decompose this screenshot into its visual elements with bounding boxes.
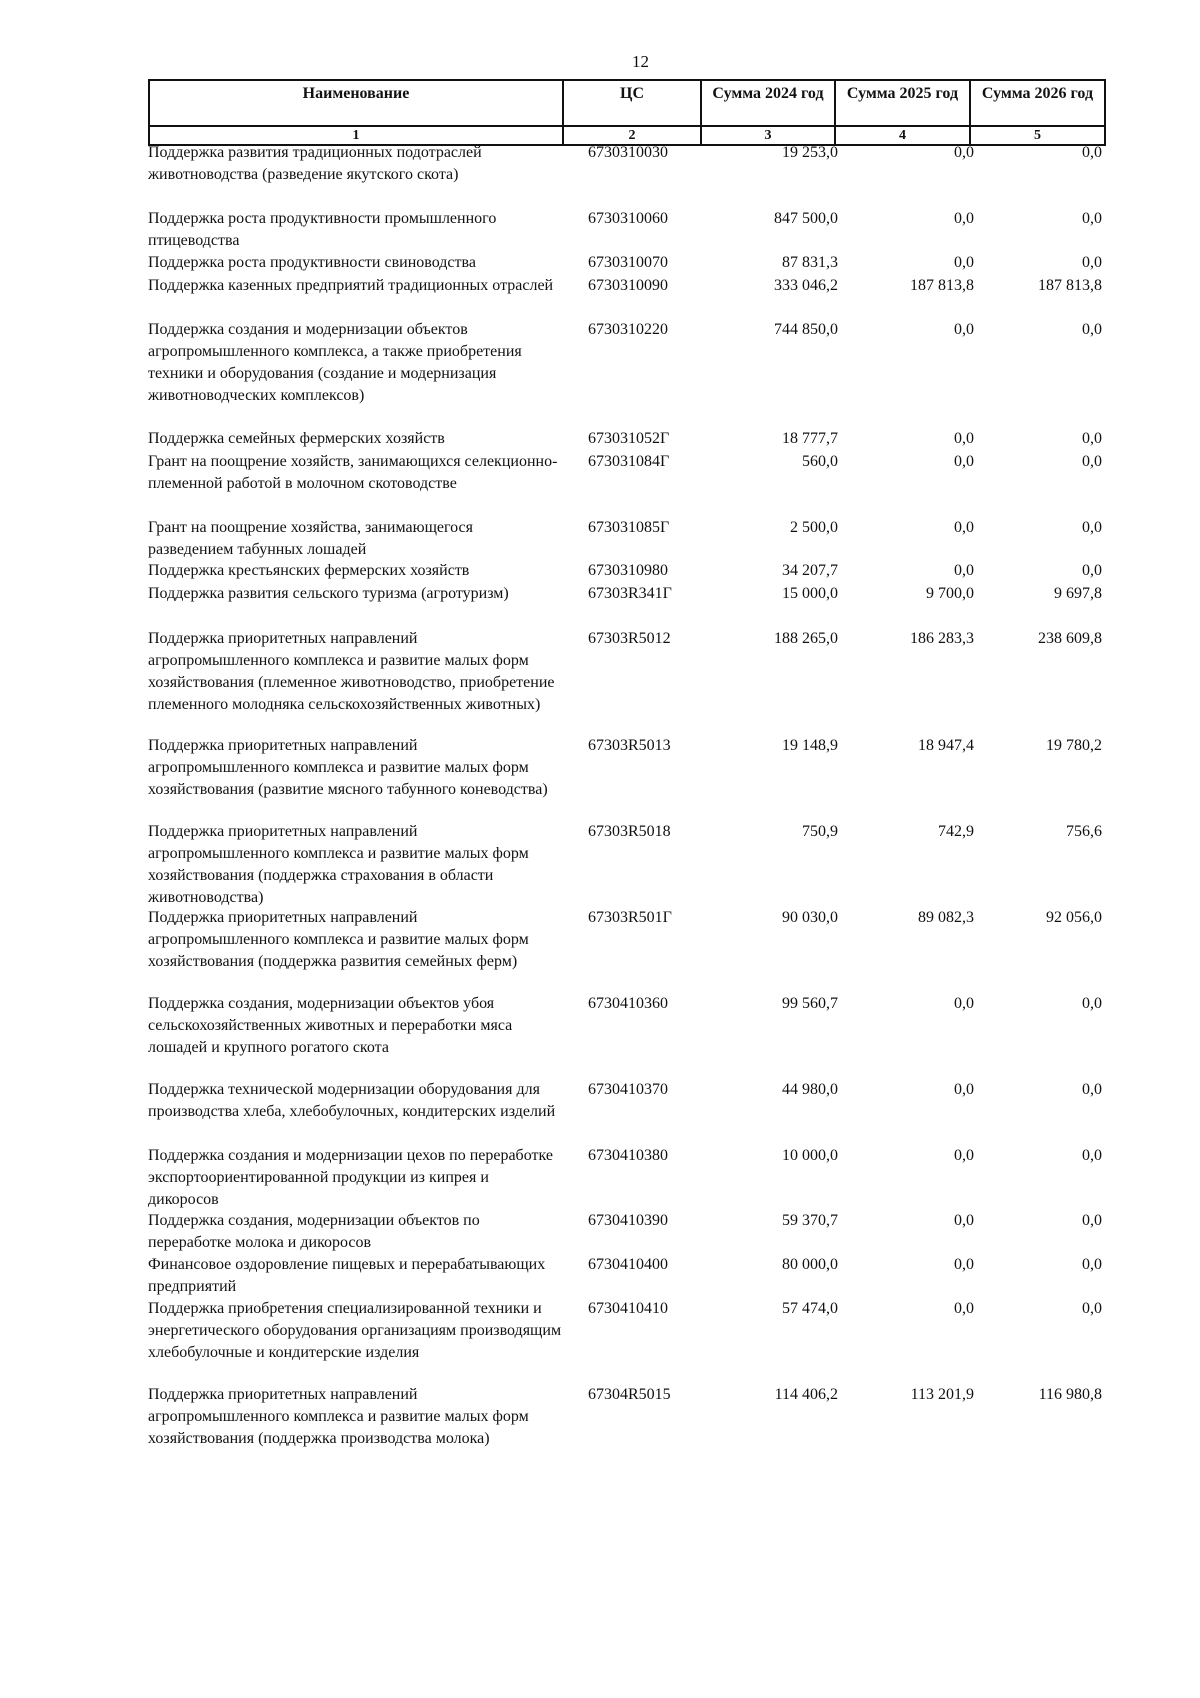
cell-name: Поддержка создания, модернизации объектов по переработке молока и дикоросов xyxy=(148,1212,480,1251)
cell-2024: 744 850,0 xyxy=(774,321,838,338)
cell-2024: 333 046,2 xyxy=(774,277,838,294)
cell-2025: 0,0 xyxy=(954,453,974,470)
cell-code: 673031084Г xyxy=(588,453,670,470)
cell-code: 6730410390 xyxy=(588,1212,668,1229)
cell-2025: 0,0 xyxy=(954,562,974,579)
cell-2025: 742,9 xyxy=(938,823,974,840)
cell-code: 67303R5013 xyxy=(588,737,671,754)
column-number-2: 2 xyxy=(563,126,701,145)
cell-2026: 9 697,8 xyxy=(1054,585,1102,602)
cell-name: Поддержка приоритетных направлений агропромышленного комплекса и развитие малых форм хозяйствования (поддержка страхования в области животноводства) xyxy=(148,823,529,906)
column-number-3: 3 xyxy=(701,126,835,145)
cell-name: Поддержка приобретения специализированной техники и энергетического оборудования организациям производящим хлебобулочные и кондитерские изделия xyxy=(148,1300,562,1361)
cell-name: Поддержка создания и модернизации цехов по переработке экспортоориентированной продукции из кипрея и дикоросов xyxy=(148,1147,553,1208)
cell-2026: 0,0 xyxy=(1082,430,1102,447)
cell-2024: 18 777,7 xyxy=(782,430,838,447)
cell-code: 67304R5015 xyxy=(588,1386,671,1403)
cell-2024: 90 030,0 xyxy=(782,909,838,926)
cell-code: 6730310090 xyxy=(588,277,668,294)
cell-2026: 0,0 xyxy=(1082,995,1102,1012)
cell-name: Поддержка развития сельского туризма (агротуризм) xyxy=(148,585,509,602)
cell-2024: 57 474,0 xyxy=(782,1300,838,1317)
cell-code: 673031085Г xyxy=(588,519,670,536)
cell-2025: 0,0 xyxy=(954,1081,974,1098)
cell-2026: 0,0 xyxy=(1082,1212,1102,1229)
cell-2025: 0,0 xyxy=(954,210,974,227)
cell-2024: 750,9 xyxy=(802,823,838,840)
cell-name: Грант на поощрение хозяйств, занимающихся селекционно-племенной работой в молочном скотоводстве xyxy=(148,453,558,492)
cell-2024: 10 000,0 xyxy=(782,1147,838,1164)
cell-2025: 0,0 xyxy=(954,321,974,338)
cell-2024: 19 148,9 xyxy=(782,737,838,754)
cell-2026: 116 980,8 xyxy=(1038,1386,1102,1403)
cell-2025: 113 201,9 xyxy=(910,1386,974,1403)
cell-2026: 187 813,8 xyxy=(1038,277,1102,294)
cell-2026: 756,6 xyxy=(1066,823,1102,840)
cell-code: 6730310070 xyxy=(588,254,668,271)
cell-code: 6730410360 xyxy=(588,995,668,1012)
cell-name: Поддержка приоритетных направлений агропромышленного комплекса и развитие малых форм хозяйствования (поддержка производства молока) xyxy=(148,1386,529,1447)
header-name: Наименование xyxy=(149,80,563,126)
cell-2025: 0,0 xyxy=(954,1212,974,1229)
cell-2024: 87 831,3 xyxy=(782,254,838,271)
cell-name: Поддержка семейных фермерских хозяйств xyxy=(148,430,445,447)
cell-2026: 0,0 xyxy=(1082,210,1102,227)
cell-2026: 238 609,8 xyxy=(1038,630,1102,647)
cell-2025: 0,0 xyxy=(954,995,974,1012)
cell-2026: 0,0 xyxy=(1082,321,1102,338)
cell-code: 6730410380 xyxy=(588,1147,668,1164)
cell-code: 6730410410 xyxy=(588,1300,668,1317)
cell-2025: 187 813,8 xyxy=(910,277,974,294)
cell-2025: 9 700,0 xyxy=(926,585,974,602)
cell-2024: 2 500,0 xyxy=(790,519,838,536)
cell-2024: 15 000,0 xyxy=(782,585,838,602)
cell-2026: 0,0 xyxy=(1082,1081,1102,1098)
cell-2026: 92 056,0 xyxy=(1046,909,1102,926)
cell-2025: 0,0 xyxy=(954,254,974,271)
cell-2025: 89 082,3 xyxy=(918,909,974,926)
cell-code: 6730310030 xyxy=(588,144,668,161)
cell-name: Поддержка крестьянских фермерских хозяйств xyxy=(148,562,470,579)
cell-code: 673031052Г xyxy=(588,430,670,447)
column-number-5: 5 xyxy=(970,126,1105,145)
cell-code: 6730410400 xyxy=(588,1256,668,1273)
cell-code: 6730310980 xyxy=(588,562,668,579)
header-2025: Сумма 2025 год xyxy=(835,80,970,126)
cell-2026: 0,0 xyxy=(1082,1256,1102,1273)
cell-name: Поддержка приоритетных направлений агропромышленного комплекса и развитие малых форм хозяйствования (племенное животноводство, приобретение племенного молодняка сельскохозяйственных животных) xyxy=(148,630,555,713)
column-number-1: 1 xyxy=(149,126,563,145)
cell-name: Финансовое оздоровление пищевых и перерабатывающих предприятий xyxy=(148,1256,546,1295)
cell-2026: 0,0 xyxy=(1082,254,1102,271)
cell-2024: 847 500,0 xyxy=(774,210,838,227)
cell-name: Поддержка развития традиционных подотраслей животноводства (разведение якутского скота) xyxy=(148,144,482,183)
cell-2026: 0,0 xyxy=(1082,562,1102,579)
cell-name: Поддержка технической модернизации оборудования для производства хлеба, хлебобулочных, кондитерских изделий xyxy=(148,1081,556,1120)
cell-code: 6730410370 xyxy=(588,1081,668,1098)
cell-2024: 80 000,0 xyxy=(782,1256,838,1273)
cell-2026: 0,0 xyxy=(1082,519,1102,536)
cell-code: 67303R5012 xyxy=(588,630,671,647)
cell-2026: 19 780,2 xyxy=(1046,737,1102,754)
cell-2024: 19 253,0 xyxy=(782,144,838,161)
cell-2024: 34 207,7 xyxy=(782,562,838,579)
cell-2026: 0,0 xyxy=(1082,453,1102,470)
cell-2024: 560,0 xyxy=(802,453,838,470)
cell-2025: 18 947,4 xyxy=(918,737,974,754)
cell-code: 6730310220 xyxy=(588,321,668,338)
column-number-4: 4 xyxy=(835,126,970,145)
header-code: ЦС xyxy=(563,80,701,126)
cell-2025: 0,0 xyxy=(954,1300,974,1317)
cell-2025: 186 283,3 xyxy=(910,630,974,647)
cell-name: Грант на поощрение хозяйства, занимающегося разведением табунных лошадей xyxy=(148,519,474,558)
cell-2024: 59 370,7 xyxy=(782,1212,838,1229)
cell-name: Поддержка приоритетных направлений агропромышленного комплекса и развитие малых форм хозяйствования (поддержка развития семейных ферм) xyxy=(148,909,529,970)
cell-name: Поддержка роста продуктивности свиноводства xyxy=(148,254,476,271)
cell-2024: 114 406,2 xyxy=(774,1386,838,1403)
table-header xyxy=(148,79,1106,146)
header-2026: Сумма 2026 год xyxy=(970,80,1105,126)
cell-2026: 0,0 xyxy=(1082,144,1102,161)
cell-2025: 0,0 xyxy=(954,519,974,536)
cell-code: 67303R501Г xyxy=(588,909,672,926)
cell-name: Поддержка казенных предприятий традиционных отраслей xyxy=(148,277,554,294)
cell-code: 6730310060 xyxy=(588,210,668,227)
cell-2024: 188 265,0 xyxy=(774,630,838,647)
cell-name: Поддержка создания, модернизации объектов убоя сельскохозяйственных животных и переработки мяса лошадей и крупного рогатого скота xyxy=(148,995,513,1056)
cell-name: Поддержка роста продуктивности промышленного птицеводства xyxy=(148,210,497,249)
cell-code: 67303R5018 xyxy=(588,823,671,840)
cell-2024: 99 560,7 xyxy=(782,995,838,1012)
cell-name: Поддержка приоритетных направлений агропромышленного комплекса и развитие малых форм хозяйствования (развитие мясного табунного коневодства) xyxy=(148,737,548,798)
header-2024: Сумма 2024 год xyxy=(701,80,835,126)
cell-2026: 0,0 xyxy=(1082,1147,1102,1164)
cell-code: 67303R341Г xyxy=(588,585,672,602)
cell-2024: 44 980,0 xyxy=(782,1081,838,1098)
cell-2025: 0,0 xyxy=(954,1147,974,1164)
cell-2026: 0,0 xyxy=(1082,1300,1102,1317)
cell-2025: 0,0 xyxy=(954,1256,974,1273)
page-number: 12 xyxy=(632,52,649,71)
cell-name: Поддержка создания и модернизации объектов агропромышленного комплекса, а также приобретения техники и оборудования (создание и модернизация животноводческих комплексов) xyxy=(148,321,522,404)
cell-2025: 0,0 xyxy=(954,430,974,447)
cell-2025: 0,0 xyxy=(954,144,974,161)
